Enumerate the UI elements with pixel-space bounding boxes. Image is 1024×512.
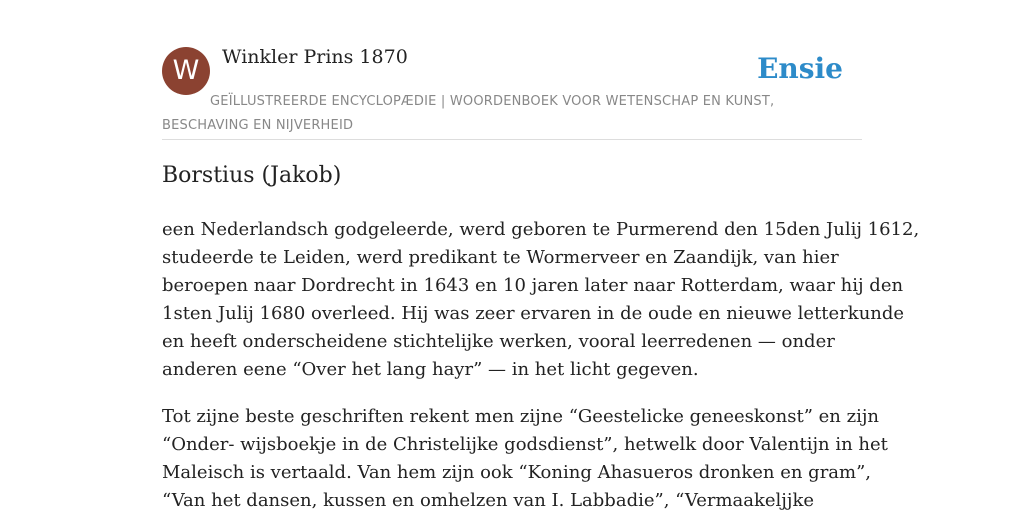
text-line: 1sten Julij 1680 overleed. Hij was zeer ervaren in de oude en nieuwe letterkunde [162, 303, 905, 324]
article-headword: Borstius (Jakob) [162, 163, 342, 188]
source-avatar[interactable]: W [162, 47, 210, 95]
text-line: een Nederlandsch godgeleerde, werd geboren te Purmerend den 15den Julij 1612, [162, 219, 920, 240]
header-divider [162, 139, 862, 140]
text-line: anderen eene “Over het lang hayr” — in het licht gegeven. [162, 359, 699, 380]
text-line: Maleisch is vertaald. Van hem zijn ook “Koning Ahasueros dronken en gram”, [162, 462, 872, 483]
source-subtitle: GEÏLLUSTREERDE ENCYCLOPÆDIE | WOORDENBOEK VOOR WETENSCHAP EN KUNST, BESCHAVING EN NIJVERHEID [162, 94, 775, 133]
text-line: studeerde te Leiden, werd predikant te Wormerveer en Zaandijk, van hier [162, 247, 839, 268]
text-line: “Van het dansen, kussen en omhelzen van I. Labbadie”, “Vermaakeljjke [162, 490, 815, 511]
text-line: “Onder- wijsboekje in de Christelijke godsdienst”, hetwelk door Valentijn in het [162, 434, 888, 455]
article-body [162, 216, 920, 512]
article-paragraph [162, 216, 920, 384]
text-line: Tot zijne beste geschriften rekent men zijne “Geestelicke geneeskonst” en zijn [162, 406, 880, 427]
ensie-logo[interactable]: Ensie [757, 52, 843, 85]
text-line: beroepen naar Dordrecht in 1643 en 10 jaren later naar Rotterdam, waar hij den [162, 275, 904, 296]
article-paragraph [162, 403, 888, 512]
source-title[interactable]: Winkler Prins 1870 [222, 46, 408, 68]
text-line: en heeft onderscheidene stichtelijke werken, vooral leerredenen — onder [162, 331, 835, 352]
